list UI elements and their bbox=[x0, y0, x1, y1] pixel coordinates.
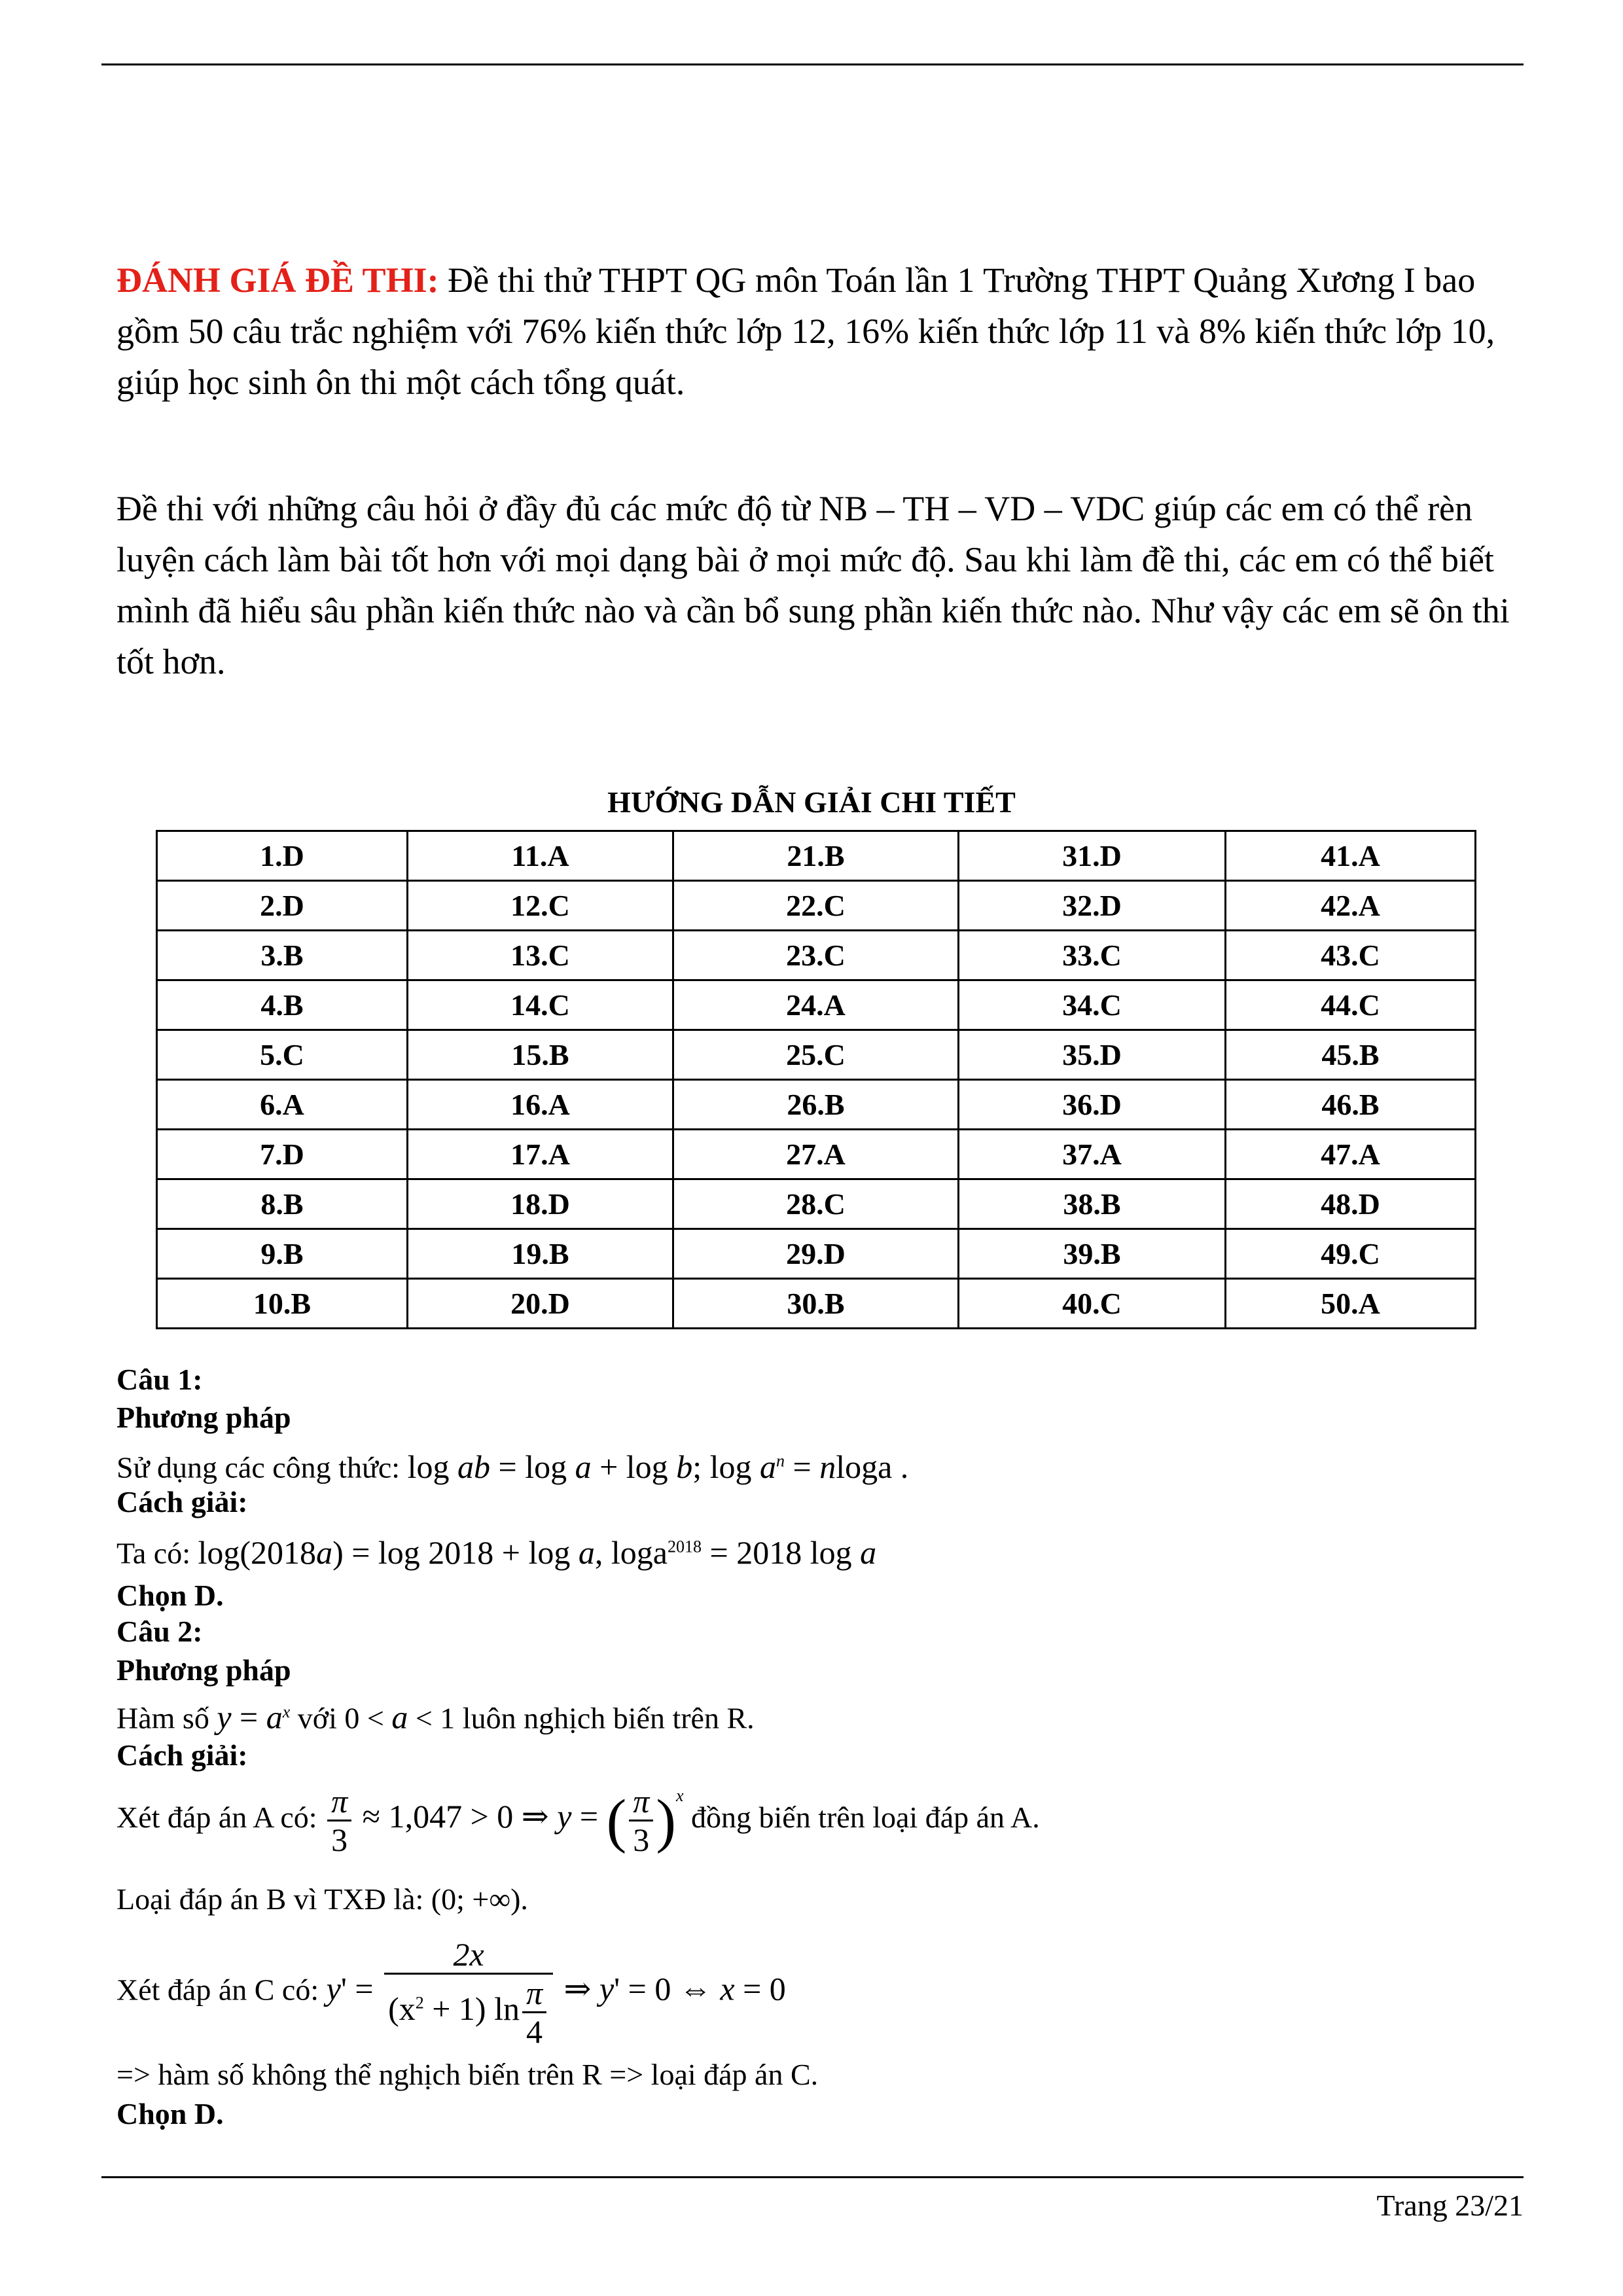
question-2-conclusion: => hàm số không thể nghịch biến trên R => loại đáp án C. bbox=[116, 2058, 819, 2091]
answer-cell: 2.D bbox=[157, 881, 408, 931]
answer-cell: 1.D bbox=[157, 831, 408, 881]
answer-cell: 42.A bbox=[1226, 881, 1476, 931]
answer-cell: 33.C bbox=[959, 931, 1226, 980]
answer-key-table bbox=[156, 830, 1476, 1329]
answer-cell: 12.C bbox=[408, 881, 673, 931]
answer-row bbox=[157, 1179, 1476, 1229]
answer-cell: 19.B bbox=[408, 1229, 673, 1279]
description-text: Đề thi với những câu hỏi ở đầy đủ các mức độ từ NB – TH – VD – VDC giúp các em có thể rèn luyện cách làm bài tốt hơn với mọi dạng bài ở mọi mức độ. Sau khi làm đề thi, các em có thể biết mình đã hiểu sâu phần kiến thức nào và cần bổ sung phần kiến thức nào. Như vậy các em sẽ ôn thi tốt hơn. bbox=[116, 489, 1510, 681]
question-1-method-text: Sử dụng các công thức: bbox=[116, 1450, 401, 1484]
answer-cell: 47.A bbox=[1226, 1130, 1476, 1179]
evaluation-paragraph bbox=[116, 255, 1524, 408]
answer-cell: 48.D bbox=[1226, 1179, 1476, 1229]
answer-row bbox=[157, 1130, 1476, 1179]
answer-row bbox=[157, 881, 1476, 931]
answer-cell: 20.D bbox=[408, 1279, 673, 1329]
answer-cell: 46.B bbox=[1226, 1080, 1476, 1130]
answer-cell: 9.B bbox=[157, 1229, 408, 1279]
answer-cell: 3.B bbox=[157, 931, 408, 980]
answer-cell: 23.C bbox=[673, 931, 959, 980]
answer-cell: 50.A bbox=[1226, 1279, 1476, 1329]
answer-cell: 39.B bbox=[959, 1229, 1226, 1279]
answer-cell: 29.D bbox=[673, 1229, 959, 1279]
answer-cell: 21.B bbox=[673, 831, 959, 881]
question-1-method-heading: Phương pháp bbox=[116, 1401, 291, 1434]
question-2-option-a-line: Xét đáp án A có: $\frac{\pi}{3}$ ≈ 1,047 > 0 ⇒ y = ( $\frac{\pi}{3}$ )$^x$ đồng biến trên loại đáp án A. bbox=[116, 1782, 1040, 1858]
question-1-label: Câu 1: bbox=[116, 1363, 203, 1396]
footer-rule bbox=[101, 2176, 1524, 2178]
question-2-label: Câu 2: bbox=[116, 1615, 203, 1648]
question-2-answer: Chọn D. bbox=[116, 2097, 224, 2130]
header-rule bbox=[101, 63, 1524, 65]
question-1-method-line bbox=[116, 1441, 908, 1488]
answer-cell: 49.C bbox=[1226, 1229, 1476, 1279]
answer-cell: 24.A bbox=[673, 980, 959, 1030]
question-2-option-b-line: Loại đáp án B vì TXĐ là: (0; +∞). bbox=[116, 1882, 528, 1916]
answer-cell: 16.A bbox=[408, 1080, 673, 1130]
page-number: Trang 23/21 bbox=[1376, 2189, 1524, 2222]
evaluation-text: Đề thi thử THPT QG môn Toán lần 1 Trường THPT Quảng Xương I bao gồm 50 câu trắc nghiệm với 76% kiến thức lớp 12, 16% kiến thức lớp 11 và 8% kiến thức lớp 10, giúp học sinh ôn thi một cách tổng quát. bbox=[116, 260, 1495, 402]
description-paragraph bbox=[116, 483, 1524, 687]
answer-cell: 18.D bbox=[408, 1179, 673, 1229]
question-1-answer: Chọn D. bbox=[116, 1579, 224, 1612]
answer-cell: 10.B bbox=[157, 1279, 408, 1329]
answer-cell: 34.C bbox=[959, 980, 1226, 1030]
answer-cell: 43.C bbox=[1226, 931, 1476, 980]
question-1-solution-text: Ta có: bbox=[116, 1536, 191, 1570]
question-1-solution-heading: Cách giải: bbox=[116, 1485, 248, 1518]
answer-row bbox=[157, 1279, 1476, 1329]
answer-cell: 6.A bbox=[157, 1080, 408, 1130]
answer-row bbox=[157, 1080, 1476, 1130]
answer-cell: 15.B bbox=[408, 1030, 673, 1080]
answer-cell: 26.B bbox=[673, 1080, 959, 1130]
question-2-method-heading: Phương pháp bbox=[116, 1653, 291, 1687]
evaluation-heading: ĐÁNH GIÁ ĐỀ THI: bbox=[116, 260, 439, 300]
answer-cell: 27.A bbox=[673, 1130, 959, 1179]
answer-cell: 44.C bbox=[1226, 980, 1476, 1030]
question-1-solution-formula: log(2018a) = log 2018 + log a, loga$^{2018}$ = 2018 log a bbox=[198, 1534, 877, 1571]
question-2-method-line: Hàm số $y = a^x$ với 0 < a < 1 luôn nghịch biến trên R. bbox=[116, 1698, 755, 1736]
question-2-solution-heading: Cách giải: bbox=[116, 1738, 248, 1772]
answer-cell: 25.C bbox=[673, 1030, 959, 1080]
answer-key-title: HƯỚNG DẪN GIẢI CHI TIẾT bbox=[607, 785, 1016, 819]
pi-over-4-fraction: $\frac{\pi}{4}$ bbox=[522, 1975, 546, 2050]
answer-cell: 36.D bbox=[959, 1080, 1226, 1130]
answer-row bbox=[157, 980, 1476, 1030]
answer-cell: 11.A bbox=[408, 831, 673, 881]
pi-over-3-base-fraction: $\frac{\pi}{3}$ bbox=[629, 1783, 653, 1858]
answer-cell: 30.B bbox=[673, 1279, 959, 1329]
answer-row bbox=[157, 1030, 1476, 1080]
answer-cell: 37.A bbox=[959, 1130, 1226, 1179]
question-1-solution-line bbox=[116, 1527, 876, 1573]
pi-over-3-fraction: $\frac{\pi}{3}$ bbox=[327, 1783, 351, 1858]
derivative-fraction: 2x $(x^2 + 1)$ ln $\frac{\pi}{4}$ bbox=[384, 1936, 553, 2050]
answer-cell: 31.D bbox=[959, 831, 1226, 881]
answer-cell: 13.C bbox=[408, 931, 673, 980]
answer-cell: 45.B bbox=[1226, 1030, 1476, 1080]
answer-cell: 35.D bbox=[959, 1030, 1226, 1080]
answer-row bbox=[157, 831, 1476, 881]
question-2-option-c-line: Xét đáp án C có: y' = 2x $(x^2 + 1)$ ln $\frac{\pi}{4}$ ⇒ y' = 0 ⇔ x = 0 bbox=[116, 1936, 786, 2050]
answer-cell: 8.B bbox=[157, 1179, 408, 1229]
answer-cell: 14.C bbox=[408, 980, 673, 1030]
answer-row bbox=[157, 931, 1476, 980]
answer-cell: 32.D bbox=[959, 881, 1226, 931]
answer-cell: 28.C bbox=[673, 1179, 959, 1229]
answer-cell: 38.B bbox=[959, 1179, 1226, 1229]
answer-cell: 40.C bbox=[959, 1279, 1226, 1329]
question-1-method-formula: log ab = log a + log b; $\log a^n = nloga$ . bbox=[407, 1448, 909, 1485]
answer-cell: 41.A bbox=[1226, 831, 1476, 881]
answer-row bbox=[157, 1229, 1476, 1279]
answer-cell: 4.B bbox=[157, 980, 408, 1030]
answer-cell: 17.A bbox=[408, 1130, 673, 1179]
answer-cell: 5.C bbox=[157, 1030, 408, 1080]
answer-cell: 7.D bbox=[157, 1130, 408, 1179]
answer-cell: 22.C bbox=[673, 881, 959, 931]
